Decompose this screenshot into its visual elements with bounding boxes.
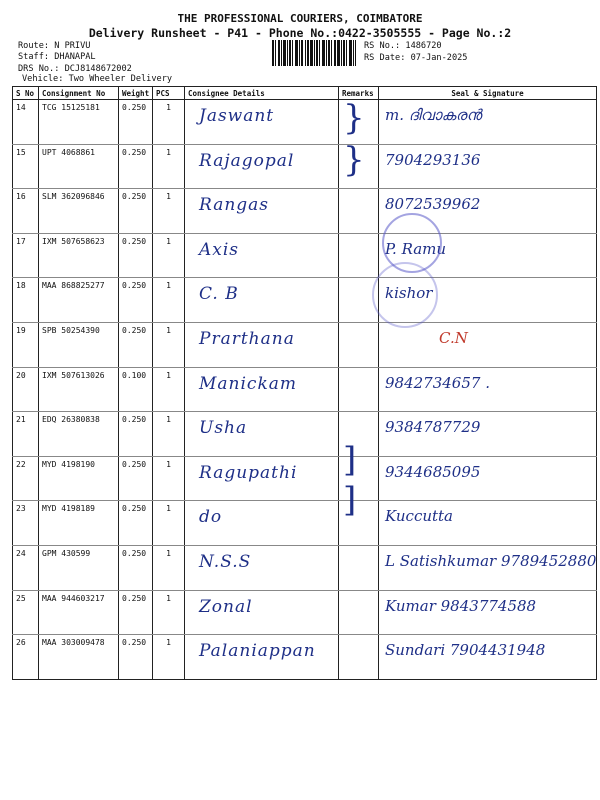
weight-cell: 0.250 — [119, 144, 153, 189]
signature-handwriting: 8072539962 — [385, 195, 481, 214]
consignee-handwriting: Palaniappan — [199, 641, 316, 662]
consignee-handwriting: do — [199, 507, 223, 528]
remarks-cell — [339, 189, 379, 234]
sno-cell: 25 — [13, 590, 39, 635]
table-row — [13, 189, 597, 234]
weight-cell: 0.250 — [119, 278, 153, 323]
table-row — [13, 545, 597, 590]
weight-cell: 0.250 — [119, 100, 153, 145]
pcs-cell: 1 — [153, 322, 185, 367]
remarks-bracket: ] — [343, 480, 357, 520]
consignment-cell: MAA 868825277 — [39, 278, 119, 323]
consignee-cell — [185, 635, 339, 680]
pcs-cell: 1 — [153, 100, 185, 145]
signature-cell — [379, 322, 597, 367]
consignment-cell: SPB 50254390 — [39, 322, 119, 367]
consignee-cell — [185, 144, 339, 189]
weight-cell: 0.250 — [119, 456, 153, 501]
signature-cell — [379, 635, 597, 680]
consignee-handwriting: N.S.S — [199, 551, 252, 572]
rs-no-label: RS No.: 1486720 — [364, 41, 442, 51]
signature-cell — [379, 590, 597, 635]
runsheet-title: Delivery Runsheet - P41 - Phone No.:0422-3505555 - Page No.:2 — [88, 26, 512, 40]
staff-label: Staff: DHANAPAL — [18, 52, 96, 62]
col-pcs: PCS — [153, 87, 185, 100]
table-row — [13, 412, 597, 457]
consignment-cell: EDQ 26380838 — [39, 412, 119, 457]
col-remarks: Remarks — [339, 87, 379, 100]
signature-handwriting: P. Ramu — [385, 239, 447, 258]
vehicle-label: Vehicle: Two Wheeler Delivery — [22, 74, 173, 84]
pcs-cell: 1 — [153, 590, 185, 635]
table-row — [13, 233, 597, 278]
col-consignee: Consignee Details — [185, 87, 339, 100]
pcs-cell: 1 — [153, 278, 185, 323]
sno-cell: 22 — [13, 456, 39, 501]
signature-handwriting: L Satishkumar 9789452880 — [385, 551, 597, 570]
consignment-cell: MAA 303009478 — [39, 635, 119, 680]
weight-cell: 0.250 — [119, 322, 153, 367]
runsheet-table — [12, 86, 597, 680]
consignment-cell: SLM 362096846 — [39, 189, 119, 234]
pcs-cell: 1 — [153, 189, 185, 234]
signature-cell — [379, 545, 597, 590]
table-row — [13, 456, 597, 501]
table-row — [13, 590, 597, 635]
remarks-cell — [339, 367, 379, 412]
consignee-cell — [185, 278, 339, 323]
consignee-handwriting: C. B — [199, 284, 239, 305]
consignee-handwriting: Axis — [199, 239, 240, 260]
signature-handwriting: C.N — [439, 328, 468, 347]
signature-handwriting: 7904293136 — [385, 150, 481, 169]
consignee-handwriting: Jaswant — [199, 106, 275, 126]
consignee-cell — [185, 412, 339, 457]
col-sno: S No — [13, 87, 39, 100]
weight-cell: 0.250 — [119, 412, 153, 457]
remarks-bracket: } — [343, 98, 365, 138]
sno-cell: 24 — [13, 545, 39, 590]
table-row — [13, 278, 597, 323]
signature-handwriting: 9842734657 . — [385, 373, 490, 392]
consignee-cell — [185, 501, 339, 546]
consignee-cell — [185, 189, 339, 234]
table-row — [13, 635, 597, 680]
consignee-handwriting: Rangas — [199, 195, 270, 216]
consignee-cell — [185, 545, 339, 590]
remarks-cell — [339, 635, 379, 680]
sno-cell: 20 — [13, 367, 39, 412]
remarks-bracket: ] — [343, 440, 357, 480]
signature-handwriting: Kuccutta — [385, 507, 453, 526]
sno-cell: 17 — [13, 233, 39, 278]
weight-cell: 0.100 — [119, 367, 153, 412]
consignment-cell: IXM 507613026 — [39, 367, 119, 412]
table-header-row — [13, 87, 597, 100]
consignee-handwriting: Ragupathi — [199, 462, 298, 483]
consignee-cell — [185, 367, 339, 412]
pcs-cell: 1 — [153, 367, 185, 412]
signature-cell — [379, 501, 597, 546]
remarks-cell — [339, 322, 379, 367]
consignee-handwriting: Rajagopal — [199, 150, 295, 171]
signature-handwriting: Sundari 7904431948 — [385, 641, 546, 660]
col-weight: Weight — [119, 87, 153, 100]
table-row — [13, 144, 597, 189]
table-row — [13, 322, 597, 367]
pcs-cell: 1 — [153, 412, 185, 457]
sno-cell: 15 — [13, 144, 39, 189]
signature-handwriting: m. ദിവാകരൻ — [385, 106, 482, 124]
consignee-cell — [185, 233, 339, 278]
sno-cell: 16 — [13, 189, 39, 234]
sno-cell: 19 — [13, 322, 39, 367]
consignment-cell: TCG 15125181 — [39, 100, 119, 145]
signature-cell — [379, 412, 597, 457]
consignee-handwriting: Manickam — [199, 373, 298, 394]
remarks-cell — [339, 590, 379, 635]
weight-cell: 0.250 — [119, 635, 153, 680]
consignee-cell — [185, 322, 339, 367]
weight-cell: 0.250 — [119, 545, 153, 590]
table-row — [13, 100, 597, 145]
col-consignment: Consignment No — [39, 87, 119, 100]
weight-cell: 0.250 — [119, 189, 153, 234]
pcs-cell: 1 — [153, 233, 185, 278]
col-signature: Seal & Signature — [379, 87, 597, 100]
pcs-cell: 1 — [153, 456, 185, 501]
remarks-bracket: } — [343, 140, 365, 180]
signature-cell — [379, 456, 597, 501]
table-body — [13, 100, 597, 680]
signature-handwriting: kishor — [385, 284, 433, 303]
signature-handwriting: 9384787729 — [385, 418, 481, 437]
consignee-handwriting: Usha — [199, 418, 248, 439]
sno-cell: 18 — [13, 278, 39, 323]
pcs-cell: 1 — [153, 545, 185, 590]
consignee-cell — [185, 100, 339, 145]
sno-cell: 21 — [13, 412, 39, 457]
signature-cell — [379, 367, 597, 412]
consignment-cell: UPT 4068861 — [39, 144, 119, 189]
remarks-cell — [339, 545, 379, 590]
signature-handwriting: Kumar 9843774588 — [385, 596, 537, 615]
consignee-cell — [185, 456, 339, 501]
consignment-cell: MYD 4198190 — [39, 456, 119, 501]
weight-cell: 0.250 — [119, 501, 153, 546]
sno-cell: 26 — [13, 635, 39, 680]
consignee-cell — [185, 590, 339, 635]
pcs-cell: 1 — [153, 501, 185, 546]
weight-cell: 0.250 — [119, 590, 153, 635]
sno-cell: 23 — [13, 501, 39, 546]
pcs-cell: 1 — [153, 144, 185, 189]
drs-label: DRS No.: DCJ8148672002 — [18, 64, 132, 74]
consignee-handwriting: Prarthana — [199, 328, 295, 349]
company-title: THE PROFESSIONAL COURIERS, COIMBATORE — [177, 12, 423, 25]
table-row — [13, 501, 597, 546]
consignment-cell: GPM 430599 — [39, 545, 119, 590]
barcode-icon — [272, 40, 356, 66]
signature-cell — [379, 144, 597, 189]
signature-cell — [379, 100, 597, 145]
consignment-cell: MYD 4198189 — [39, 501, 119, 546]
weight-cell: 0.250 — [119, 233, 153, 278]
route-label: Route: N PRIVU — [18, 41, 91, 51]
consignment-cell: IXM 507658623 — [39, 233, 119, 278]
consignee-handwriting: Zonal — [199, 596, 253, 617]
sno-cell: 14 — [13, 100, 39, 145]
rs-date-label: RS Date: 07-Jan-2025 — [364, 53, 468, 63]
seal-stamp — [372, 262, 438, 328]
table-row — [13, 367, 597, 412]
remarks-cell — [339, 233, 379, 278]
signature-handwriting: 9344685095 — [385, 462, 481, 481]
consignment-cell: MAA 944603217 — [39, 590, 119, 635]
pcs-cell: 1 — [153, 635, 185, 680]
